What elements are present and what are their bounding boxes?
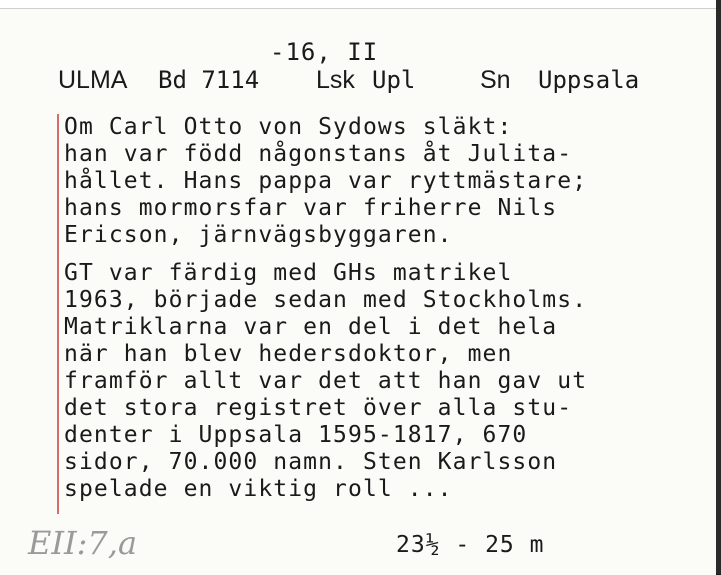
text-line: denter i Uppsala 1595-1817, 670 [64,422,528,448]
handwritten-signum: EII:7,a [28,524,138,562]
scan-right-edge [716,0,721,574]
socken-label: Sn [480,66,511,94]
text-line: framför allt var det att han gav ut [64,368,588,394]
text-line: Ericson, järnvägsbyggaren. [64,222,453,248]
text-line: GT var färdig med GHs matrikel [64,260,513,286]
text-line: när han blev hedersdoktor, men [64,341,513,367]
landskap-label: Lsk [316,66,355,94]
card-reference: -16, II [270,38,379,66]
text-line: sidor, 70.000 namn. Sten Karlsson [64,449,558,475]
socken-value: Uppsala [538,66,640,94]
scan-top-edge [0,0,721,8]
text-line: spelade en viktig roll ... [64,476,453,502]
duration: 23½ - 25 m [396,532,545,558]
text-line: han var född någonstans åt Julita- [64,141,573,167]
card-body [64,114,704,503]
text-line: hållet. Hans pappa var ryttmästare; [64,168,588,194]
text-line: Om Carl Otto von Sydows släkt: [64,114,513,140]
text-line: hans mormorsfar var friherre Nils [64,195,558,221]
margin-rule [57,114,59,514]
text-line: 1963, började sedan med Stockholms. [64,287,588,313]
text-line: det stora registret över alla stu- [64,395,573,421]
text-line: Matriklarna var en del i det hela [64,314,558,340]
paragraph-1 [64,114,704,249]
volume-number: Bd 7114 [158,66,260,94]
landskap-value: Upl [372,66,416,94]
archive-name: ULMA [58,66,128,94]
paragraph-2 [64,260,704,503]
